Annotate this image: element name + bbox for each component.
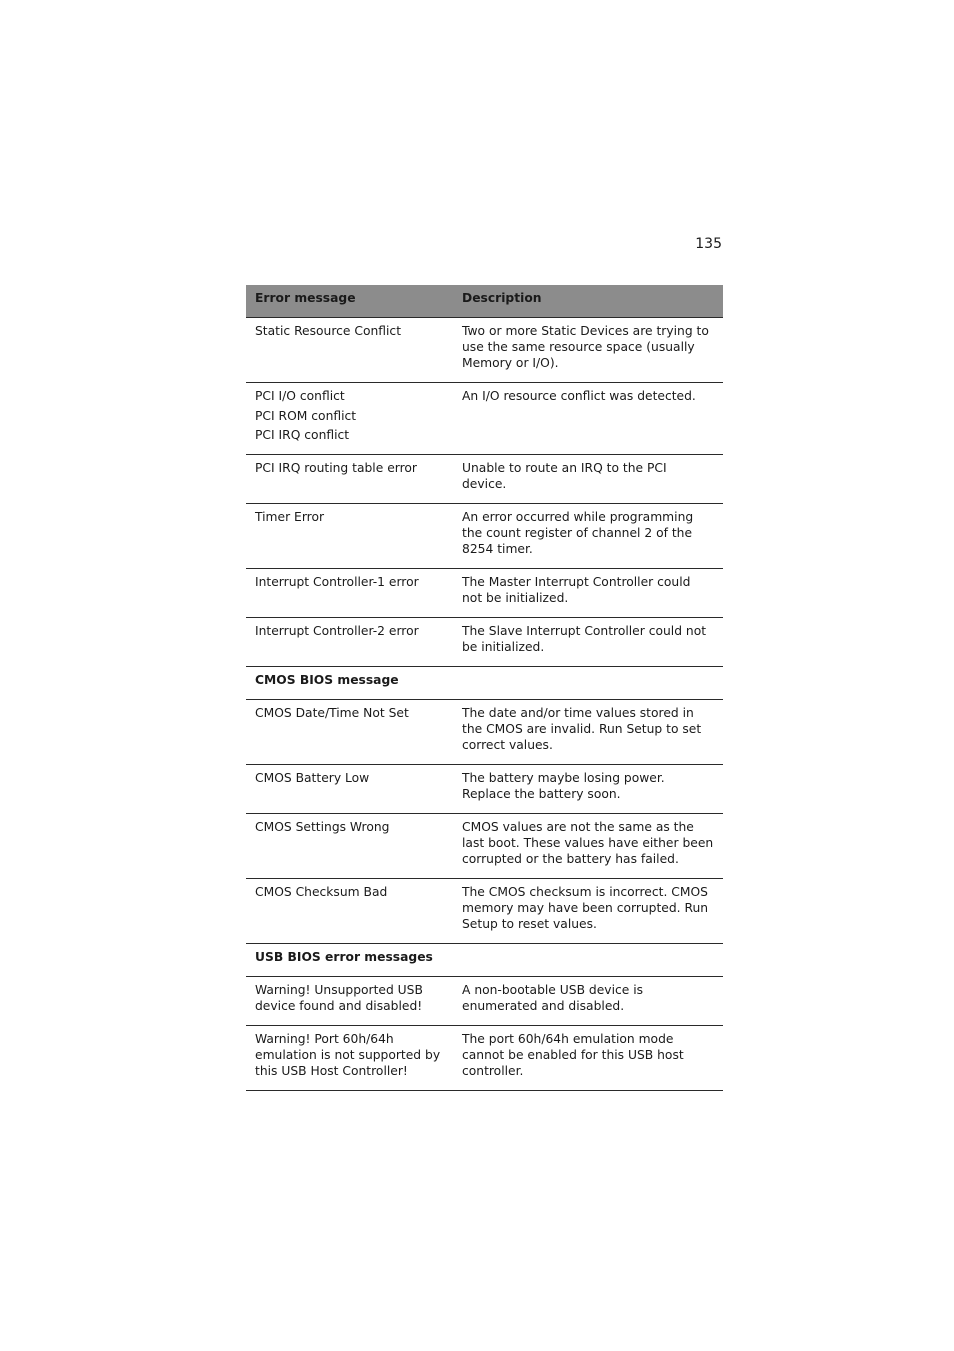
table-row (246, 814, 723, 879)
error-message-cell (246, 765, 453, 814)
error-message: CMOS Settings Wrong (255, 820, 390, 834)
section-empty-cell (453, 667, 723, 700)
error-message: Static Resource Conflict (255, 324, 402, 338)
error-message-cell (246, 618, 453, 667)
description-cell: The Master Interrupt Controller could not be initialized. (453, 569, 723, 618)
error-message-cell (246, 814, 453, 879)
section-header-row (246, 667, 723, 700)
error-message: PCI IRQ routing table error (255, 461, 417, 475)
table-header-row (246, 285, 723, 318)
error-message: PCI ROM conflict (255, 408, 357, 423)
table-row (246, 700, 723, 765)
error-message-cell (246, 318, 453, 383)
error-message-cell (246, 569, 453, 618)
page-number: 135 (695, 236, 722, 252)
error-message: Warning! Unsupported USB device found and disabled! (255, 983, 423, 1013)
table-row (246, 879, 723, 944)
bios-error-table (246, 285, 723, 1091)
description-cell: The date and/or time values stored in the CMOS are invalid. Run Setup to set correct values. (453, 700, 723, 765)
error-message: CMOS Date/Time Not Set (255, 706, 409, 720)
error-message: Warning! Port 60h/64h emulation is not supported by this USB Host Controller! (255, 1032, 441, 1078)
description-cell: An I/O resource conflict was detected. (453, 383, 723, 455)
table-row (246, 977, 723, 1026)
error-message: PCI I/O conflict (255, 389, 345, 403)
description-cell: The CMOS checksum is incorrect. CMOS memory may have been corrupted. Run Setup to reset values. (453, 879, 723, 944)
error-message-cell (246, 504, 453, 569)
description-cell: The Slave Interrupt Controller could not be initialized. (453, 618, 723, 667)
table-row (246, 569, 723, 618)
description-cell: Unable to route an IRQ to the PCI device. (453, 455, 723, 504)
table-row (246, 618, 723, 667)
error-message: PCI IRQ conflict (255, 428, 350, 442)
table-row (246, 1026, 723, 1091)
section-title-cmos: CMOS BIOS message (246, 667, 453, 700)
description-cell: A non-bootable USB device is enumerated and disabled. (453, 977, 723, 1026)
table-row (246, 765, 723, 814)
description-cell: Two or more Static Devices are trying to use the same resource space (usually Memory or I/O). (453, 318, 723, 383)
description-cell: An error occurred while programming the count register of channel 2 of the 8254 timer. (453, 504, 723, 569)
error-message: Interrupt Controller-1 error (255, 575, 419, 589)
error-message: Interrupt Controller-2 error (255, 624, 419, 638)
section-header-row (246, 944, 723, 977)
error-message: CMOS Checksum Bad (255, 885, 388, 899)
description-cell: CMOS values are not the same as the last boot. These values have either been corrupted or the battery has failed. (453, 814, 723, 879)
error-message: CMOS Battery Low (255, 771, 370, 785)
table-row (246, 455, 723, 504)
error-message-cell (246, 700, 453, 765)
description-cell: The battery maybe losing power. Replace the battery soon. (453, 765, 723, 814)
table-row (246, 504, 723, 569)
column-header-description: Description (453, 285, 723, 318)
error-message-cell (246, 455, 453, 504)
error-message-cell (246, 977, 453, 1026)
column-header-error-message: Error message (246, 285, 453, 318)
error-message-cell (246, 1026, 453, 1091)
error-message: Timer Error (255, 510, 325, 524)
description-cell: The port 60h/64h emulation mode cannot be enabled for this USB host controller. (453, 1026, 723, 1091)
table-row (246, 383, 723, 455)
error-message-cell (246, 879, 453, 944)
section-title-usb: USB BIOS error messages (246, 944, 453, 977)
section-empty-cell (453, 944, 723, 977)
error-message-cell (246, 383, 453, 455)
table-row (246, 318, 723, 383)
